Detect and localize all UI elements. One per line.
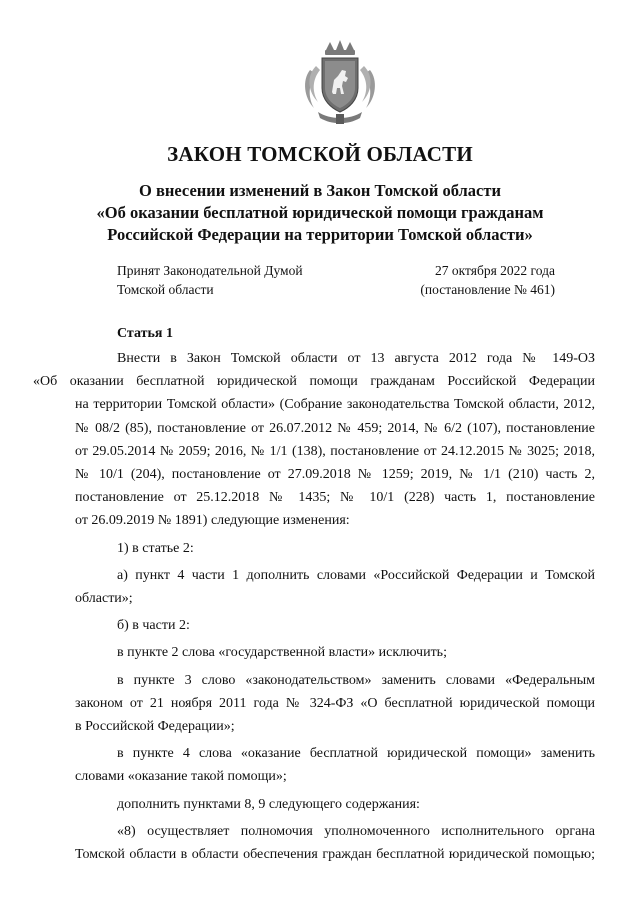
paragraph	[75, 669, 595, 739]
list-item	[75, 537, 595, 560]
adoption-date-line: 27 октября 2022 года	[435, 263, 555, 278]
adoption-date	[420, 261, 555, 299]
article-heading: Статья 1	[117, 326, 173, 341]
coat-of-arms-icon	[296, 40, 384, 126]
paragraph-line: 1) в статье 2:	[117, 540, 194, 556]
adopted-by-line: Томской области	[117, 282, 214, 297]
adopted-by-line: Принят Законодательной Думой	[117, 263, 303, 278]
paragraph	[75, 793, 595, 816]
law-subtitle	[60, 180, 580, 246]
paragraph-line: в пункте 4 слова «оказание бесплатной юридической помощи» заменить	[117, 746, 595, 762]
paragraph-line: от 29.05.2014 № 2059; 2016, № 1/1 (138), постановление от 24.12.2015 № 3025; 2018,	[75, 443, 595, 459]
paragraph-line: «Об оказании бесплатной юридической помощи гражданам Российской Федерации	[33, 374, 595, 390]
paragraph-line: а) пункт 4 части 1 дополнить словами «Российской Федерации и Томской	[117, 567, 595, 583]
subtitle-line: Российской Федерации на территории Томской области»	[107, 225, 533, 244]
paragraph-line: области»;	[75, 591, 133, 607]
paragraph-line: № 10/1 (204), постановление от 27.09.2018 № 1259; 2019, № 1/1 (210) часть 2,	[75, 467, 595, 483]
paragraph-line: на территории Томской области» (Собрание законодательства Томской области, 2012,	[75, 397, 595, 413]
paragraph-line: в Российской Федерации»;	[75, 719, 235, 735]
list-item	[75, 614, 595, 637]
paragraph	[75, 641, 595, 664]
paragraph-line: Томской области в области обеспечения граждан бесплатной юридической помощью;	[75, 847, 595, 863]
paragraph-line: «8) осуществляет полномочия уполномоченного исполнительного органа	[117, 823, 595, 839]
law-title: ЗАКОН ТОМСКОЙ ОБЛАСТИ	[167, 142, 473, 166]
paragraph	[75, 820, 595, 866]
paragraph-line: от 26.09.2019 № 1891) следующие изменения:	[75, 513, 350, 529]
paragraph-line: № 08/2 (85), постановление от 26.07.2012 № 459; 2014, № 6/2 (107), постановление	[75, 420, 595, 436]
article-body	[33, 347, 595, 866]
subtitle-line: «Об оказании бесплатной юридической помощи гражданам	[96, 203, 544, 222]
paragraph-line: в пункте 2 слова «государственной власти» исключить;	[117, 645, 447, 661]
resolution-number: (постановление № 461)	[420, 282, 555, 297]
paragraph	[33, 347, 595, 533]
paragraph	[75, 742, 595, 788]
paragraph-line: дополнить пунктами 8, 9 следующего содержания:	[117, 796, 420, 812]
list-item	[75, 564, 595, 610]
paragraph-line: словами «оказание такой помощи»;	[75, 769, 287, 785]
paragraph-line: законом от 21 ноября 2011 года № 324-ФЗ «О бесплатной юридической помощи	[75, 695, 595, 711]
paragraph-line: постановление от 25.12.2018 № 1435; № 10/1 (228) часть 1, постановление	[75, 490, 595, 506]
subtitle-line: О внесении изменений в Закон Томской области	[139, 181, 501, 200]
paragraph-line: б) в части 2:	[117, 618, 190, 634]
adopted-by	[117, 261, 303, 299]
paragraph-line: Внести в Закон Томской области от 13 августа 2012 года № 149-ОЗ	[117, 351, 595, 366]
paragraph-line: в пункте 3 слово «законодательством» заменить словами «Федеральным	[117, 672, 595, 688]
